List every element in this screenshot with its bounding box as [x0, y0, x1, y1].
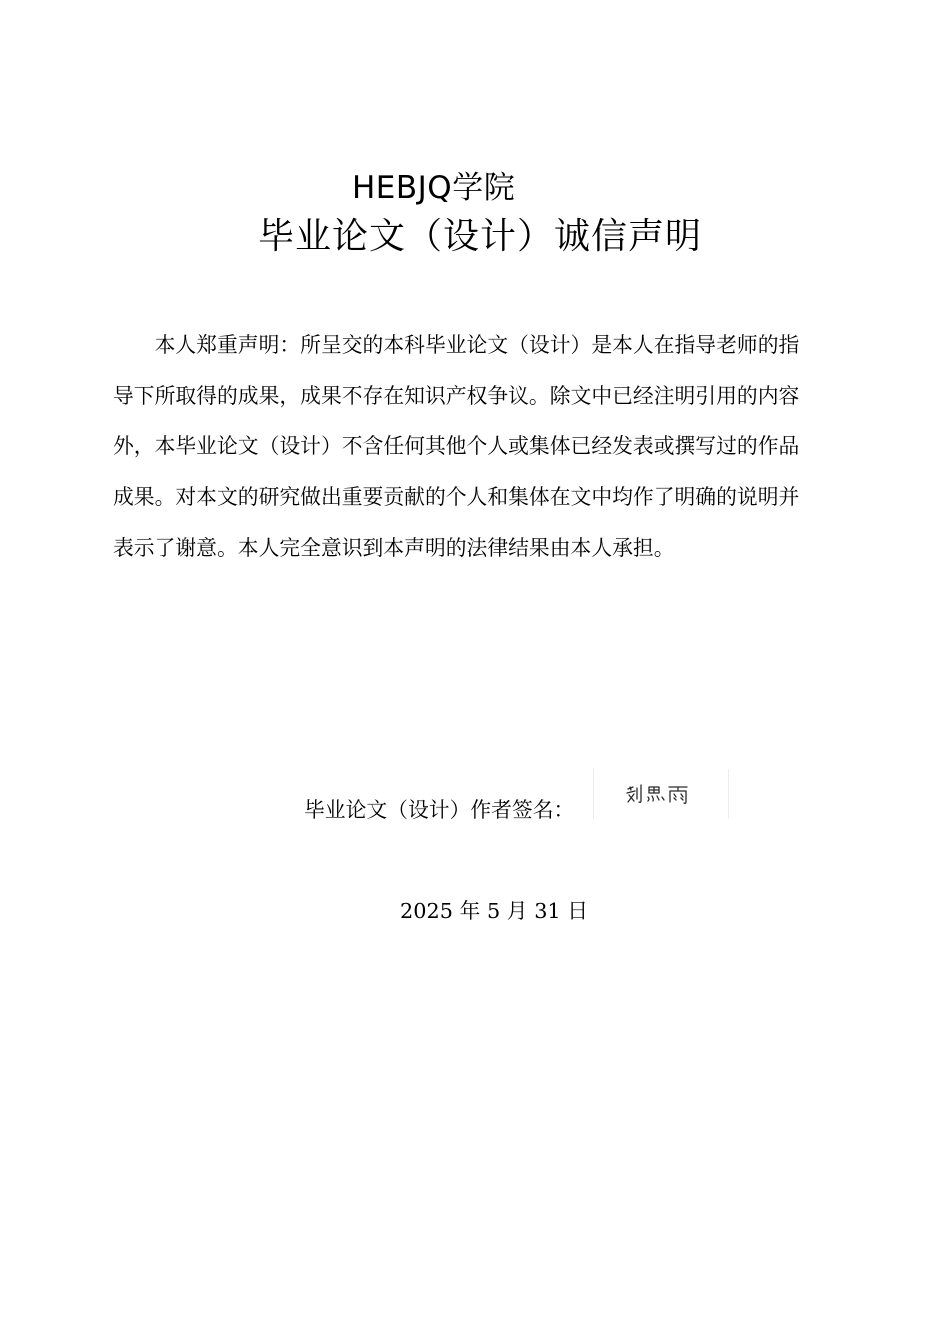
signing-date: 2025 年 5 月 31 日: [400, 899, 589, 923]
signature-row: [304, 769, 764, 821]
statement-line: 外，本毕业论文（设计）不含任何其他个人或集体已经发表或撰写过的作品: [113, 434, 800, 459]
signature-image: [624, 779, 696, 809]
statement-line: 导下所取得的成果，成果不存在知识产权争议。除文中已经注明引用的内容: [113, 383, 800, 408]
statement-line: 本人郑重声明：所呈交的本科毕业论文（设计）是本人在指导老师的指: [154, 333, 800, 357]
handwritten-signature: [593, 769, 729, 819]
page-title: 毕业论文（设计）诚信声明: [258, 216, 703, 257]
statement-line: 表示了谢意。本人完全意识到本声明的法律结果由本人承担。: [113, 535, 675, 560]
signature-label: 毕业论文（设计）作者签名：: [304, 798, 575, 822]
declaration-statement: [113, 320, 861, 574]
statement-line: 成果。对本文的研究做出重要贡献的个人和集体在文中均作了明确的说明并: [113, 485, 800, 510]
school-name: HEBJQ学院: [352, 170, 516, 206]
